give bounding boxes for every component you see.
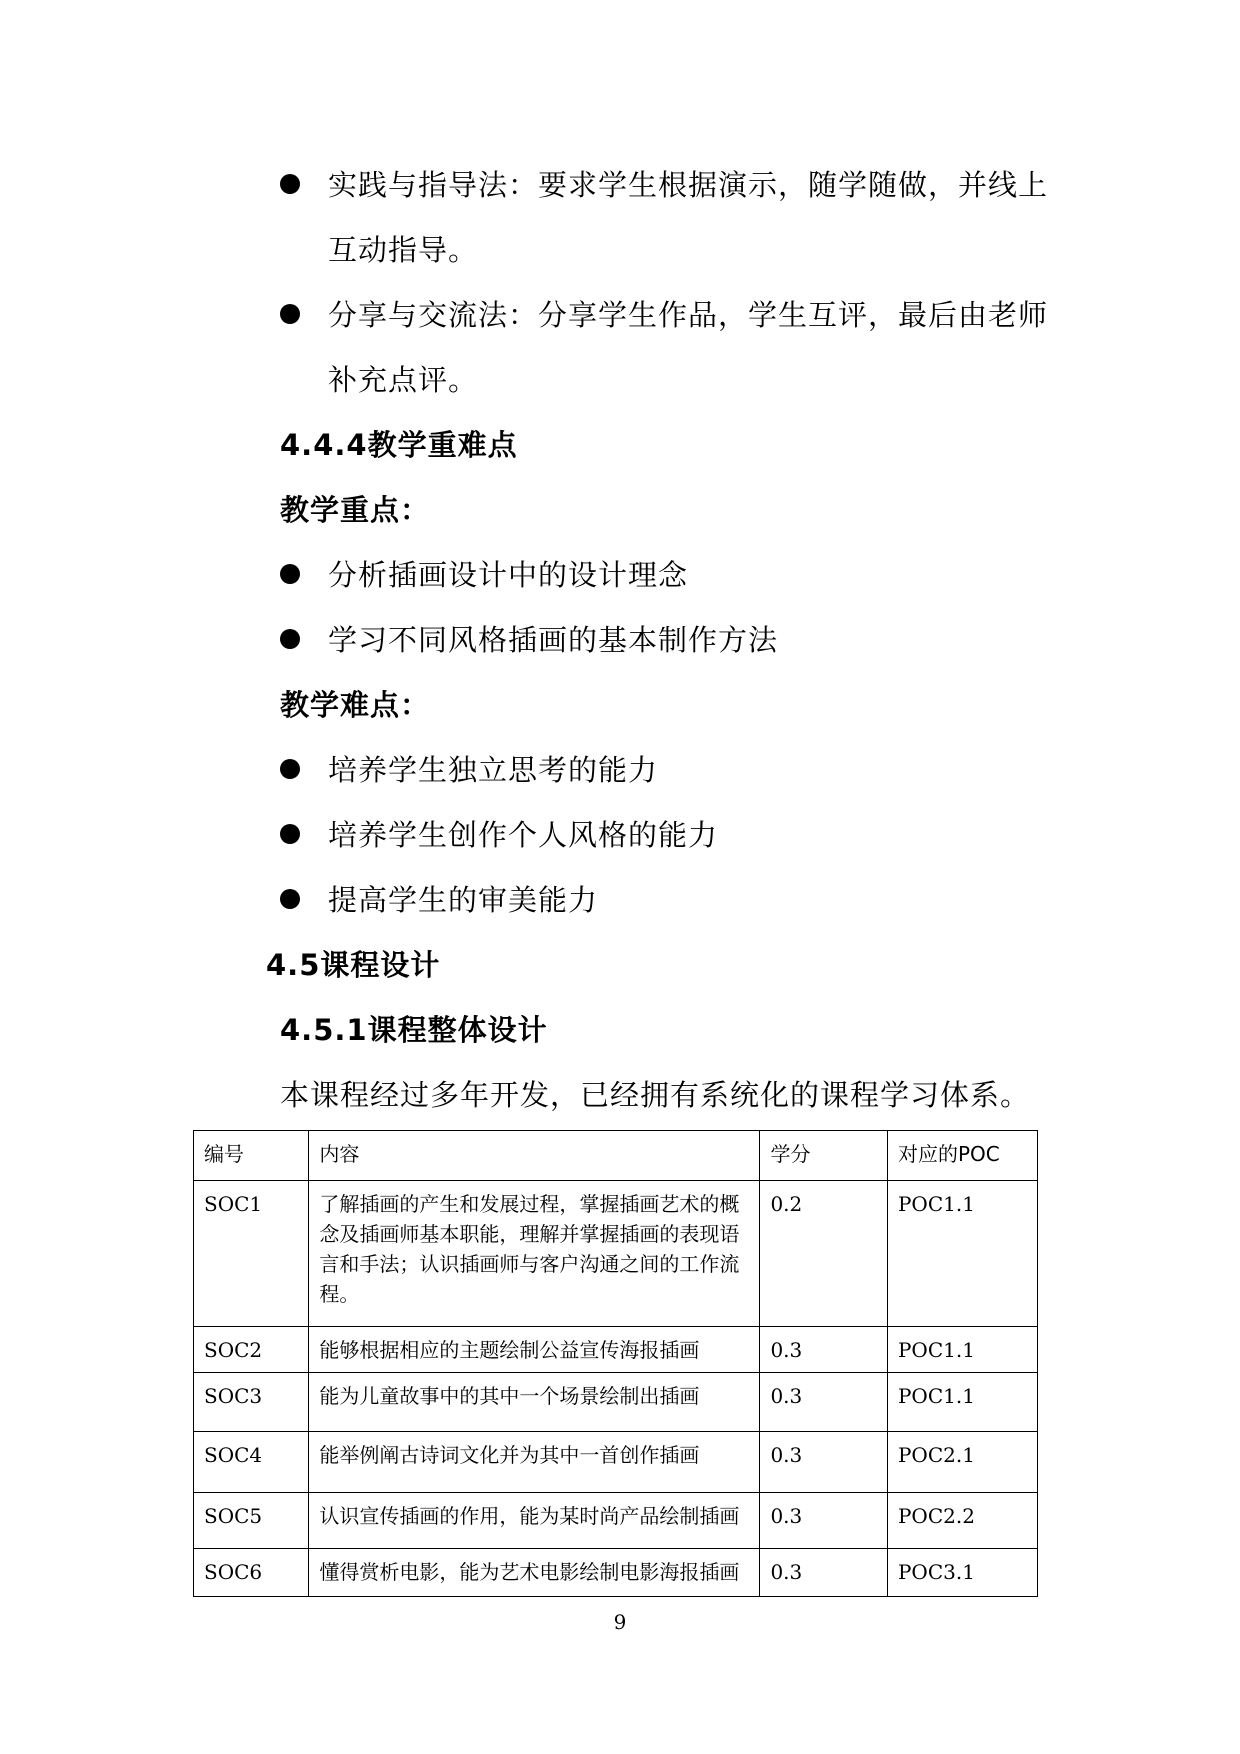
bullet-icon — [280, 174, 300, 194]
bullet-icon — [280, 564, 300, 584]
table-row — [194, 1327, 1038, 1373]
method-continuation: 补充点评。 — [328, 363, 479, 397]
bullet-icon — [280, 824, 300, 844]
table-header-row — [194, 1131, 1038, 1181]
table-row — [194, 1493, 1038, 1549]
method-text: 分享与交流法：分享学生作品，学生互评，最后由老师 — [328, 298, 1049, 332]
cell-credit: 0.3 — [760, 1549, 888, 1597]
table-row — [194, 1181, 1038, 1327]
cell-content: 能举例阐古诗词文化并为其中一首创作插画 — [309, 1432, 760, 1493]
cell-content: 了解插画的产生和发展过程，掌握插画艺术的概念及插画师基本职能，理解并掌握插画的表现语言和手法；认识插画师与客户沟通之间的工作流程。 — [309, 1181, 760, 1327]
bullet-icon — [280, 759, 300, 779]
cell-poc: POC3.1 — [887, 1549, 1037, 1597]
header-cell-credit: 学分 — [760, 1131, 888, 1181]
method-continuation: 互动指导。 — [328, 233, 479, 267]
cell-id: SOC2 — [194, 1327, 309, 1373]
cell-poc: POC1.1 — [887, 1181, 1037, 1327]
bullet-icon — [280, 889, 300, 909]
cell-poc: POC2.2 — [887, 1493, 1037, 1549]
section-heading-4-5: 4.5课程设计 — [266, 948, 441, 982]
cell-credit: 0.3 — [760, 1373, 888, 1432]
table-row — [194, 1549, 1038, 1597]
header-cell-poc: 对应的POC — [887, 1131, 1037, 1181]
difficult-point-text: 培养学生独立思考的能力 — [328, 753, 659, 787]
cell-content: 能够根据相应的主题绘制公益宣传海报插画 — [309, 1327, 760, 1373]
cell-content: 认识宣传插画的作用，能为某时尚产品绘制插画 — [309, 1493, 760, 1549]
course-design-table — [193, 1130, 1038, 1597]
method-text: 实践与指导法：要求学生根据演示，随学随做，并线上 — [328, 168, 1049, 202]
cell-id: SOC3 — [194, 1373, 309, 1432]
key-point-text: 分析插画设计中的设计理念 — [328, 558, 689, 592]
page-number: 9 — [613, 1610, 627, 1634]
cell-content: 能为儿童故事中的其中一个场景绘制出插画 — [309, 1373, 760, 1432]
cell-id: SOC1 — [194, 1181, 309, 1327]
cell-credit: 0.3 — [760, 1432, 888, 1493]
bullet-icon — [280, 629, 300, 649]
cell-credit: 0.3 — [760, 1493, 888, 1549]
cell-credit: 0.3 — [760, 1327, 888, 1373]
header-cell-id: 编号 — [194, 1131, 309, 1181]
header-cell-content: 内容 — [309, 1131, 760, 1181]
cell-credit: 0.2 — [760, 1181, 888, 1327]
difficult-point-text: 培养学生创作个人风格的能力 — [328, 818, 719, 852]
difficult-point-text: 提高学生的审美能力 — [328, 883, 599, 917]
table-row — [194, 1373, 1038, 1432]
section-heading-4-4-4: 4.4.4教学重难点 — [280, 428, 518, 462]
cell-content: 懂得赏析电影，能为艺术电影绘制电影海报插画 — [309, 1549, 760, 1597]
key-points-label: 教学重点： — [280, 493, 431, 527]
table-row — [194, 1432, 1038, 1493]
intro-paragraph: 本课程经过多年开发，已经拥有系统化的课程学习体系。 — [280, 1078, 1031, 1112]
cell-id: SOC4 — [194, 1432, 309, 1493]
bullet-icon — [280, 304, 300, 324]
cell-id: SOC5 — [194, 1493, 309, 1549]
difficult-points-label: 教学难点： — [280, 688, 431, 722]
cell-poc: POC1.1 — [887, 1373, 1037, 1432]
section-heading-4-5-1: 4.5.1课程整体设计 — [280, 1013, 548, 1047]
cell-poc: POC2.1 — [887, 1432, 1037, 1493]
key-point-text: 学习不同风格插画的基本制作方法 — [328, 623, 779, 657]
cell-id: SOC6 — [194, 1549, 309, 1597]
cell-poc: POC1.1 — [887, 1327, 1037, 1373]
